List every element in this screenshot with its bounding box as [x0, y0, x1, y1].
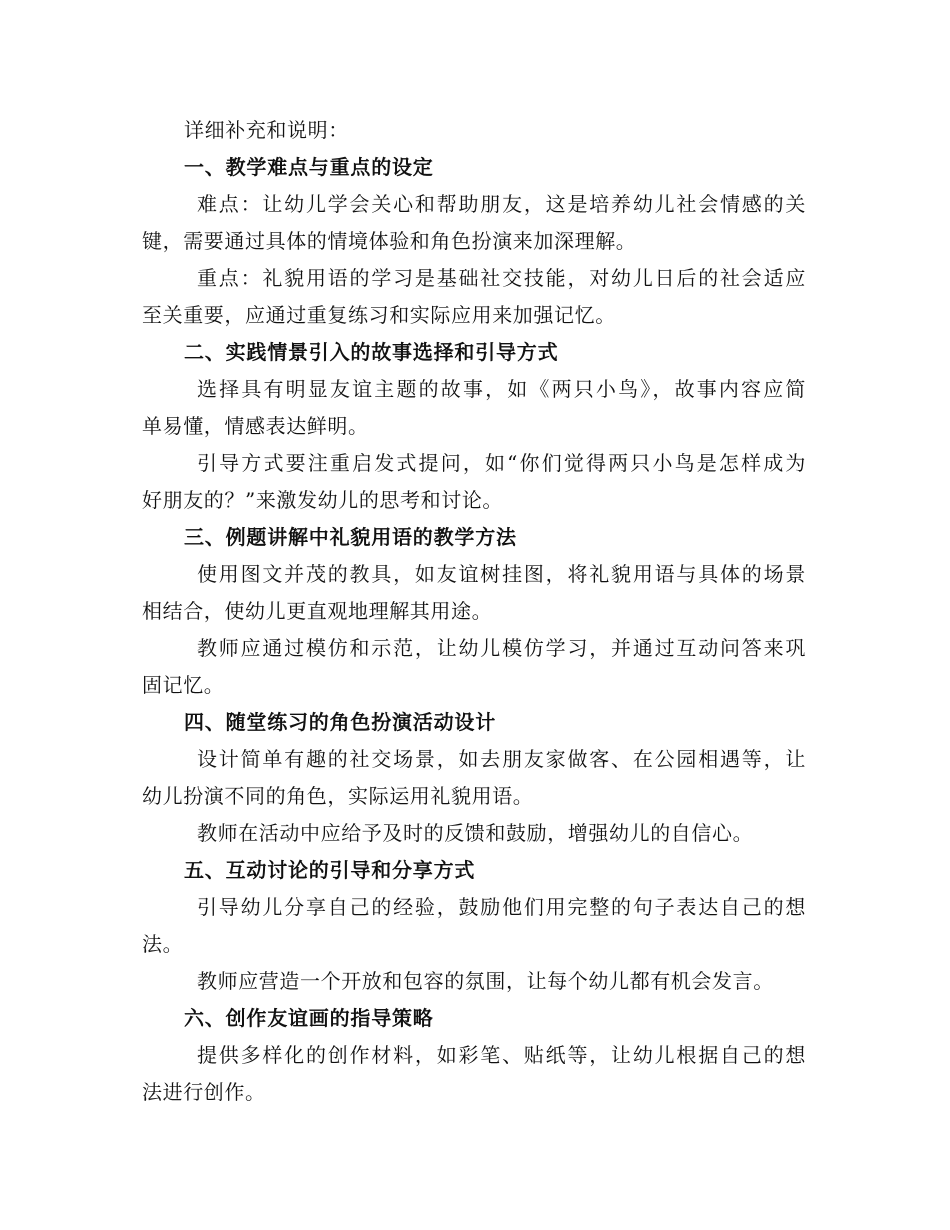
section-heading-2: 二、实践情景引入的故事选择和引导方式: [184, 340, 559, 364]
paragraph-line: 教师应通过模仿和示范，让幼儿模仿学习，并通过互动问答来巩: [197, 636, 806, 660]
paragraph-line: 法进行创作。: [142, 1080, 266, 1104]
section-heading-4: 四、随堂练习的角色扮演活动设计: [184, 710, 496, 734]
paragraph-line: 法。: [142, 932, 184, 956]
paragraph-line: 固记忆。: [142, 673, 225, 697]
paragraph-line: 选择具有明显友谊主题的故事，如《两只小鸟》，故事内容应简: [197, 377, 806, 401]
paragraph-line: 教师在活动中应给予及时的反馈和鼓励，增强幼儿的自信心。: [197, 821, 754, 845]
paragraph-line: 单易懂，情感表达鲜明。: [142, 414, 369, 438]
section-heading-6: 六、创作友谊画的指导策略: [184, 1006, 434, 1030]
section-heading-5: 五、互动讨论的引导和分享方式: [184, 858, 476, 882]
paragraph-line: 相结合，使幼儿更直观地理解其用途。: [142, 599, 493, 623]
paragraph-line: 使用图文并茂的教具，如友谊树挂图，将礼貌用语与具体的场景: [197, 562, 806, 586]
document-body: [142, 112, 806, 1111]
paragraph-line: 引导幼儿分享自己的经验，鼓励他们用完整的句子表达自己的想: [197, 895, 806, 919]
intro-text: 详细补充和说明：: [184, 118, 349, 142]
paragraph-line: 重点：礼貌用语的学习是基础社交技能，对幼儿日后的社会适应: [197, 266, 806, 290]
paragraph-line: 幼儿扮演不同的角色，实际运用礼貌用语。: [142, 784, 534, 808]
section-heading-1: 一、教学难点与重点的设定: [184, 155, 434, 179]
paragraph-line: 至关重要，应通过重复练习和实际应用来加强记忆。: [142, 303, 616, 327]
section-heading-3: 三、例题讲解中礼貌用语的教学方法: [184, 525, 517, 549]
paragraph-line: 难点：让幼儿学会关心和帮助朋友，这是培养幼儿社会情感的关: [197, 192, 806, 216]
paragraph-line: 教师应营造一个开放和包容的氛围，让每个幼儿都有机会发言。: [197, 969, 774, 993]
paragraph-line: 键，需要通过具体的情境体验和角色扮演来加深理解。: [142, 229, 637, 253]
paragraph-line: 好朋友的？”来激发幼儿的思考和讨论。: [142, 488, 504, 512]
paragraph-line: 设计简单有趣的社交场景，如去朋友家做客、在公园相遇等，让: [197, 747, 806, 771]
paragraph-line: 提供多样化的创作材料，如彩笔、贴纸等，让幼儿根据自己的想: [197, 1043, 806, 1067]
paragraph-line: 引导方式要注重启发式提问，如“你们觉得两只小鸟是怎样成为: [197, 451, 806, 475]
